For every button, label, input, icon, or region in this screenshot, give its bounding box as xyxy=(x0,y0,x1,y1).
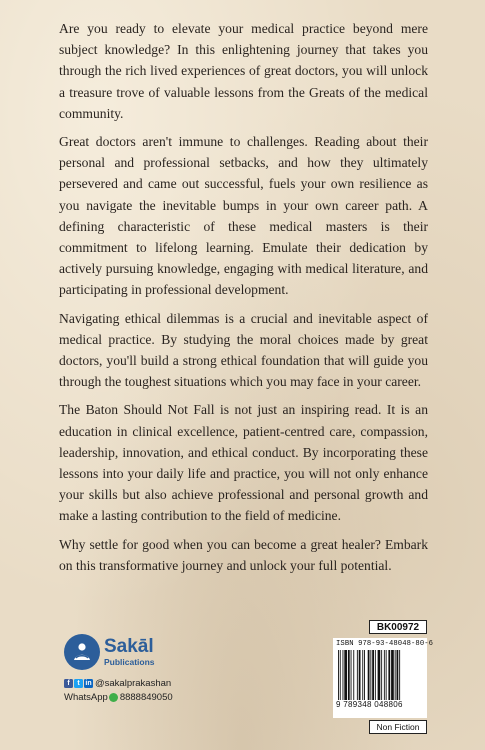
product-code: BK00972 xyxy=(369,620,427,634)
barcode-bar xyxy=(381,650,382,700)
social-row xyxy=(64,678,234,689)
barcode-bar xyxy=(357,650,358,700)
barcode-bar xyxy=(378,650,381,700)
barcode-bar xyxy=(388,650,390,700)
barcode-bar xyxy=(372,650,374,700)
barcode-bar xyxy=(359,650,361,700)
linkedin-icon: in xyxy=(85,680,92,687)
whatsapp-number: 8888849050 xyxy=(119,692,173,703)
barcode-bar xyxy=(353,650,354,700)
barcode-bar xyxy=(343,650,344,700)
publisher-logo xyxy=(64,634,234,670)
barcode-bar xyxy=(386,650,387,700)
barcode-bar xyxy=(351,650,352,700)
barcode-block xyxy=(333,620,434,734)
barcode-bar xyxy=(391,650,394,700)
publisher-subtitle: Publications xyxy=(104,656,155,667)
category-label: Non Fiction xyxy=(369,720,427,734)
barcode-bar xyxy=(368,650,370,700)
barcode-bar xyxy=(370,650,371,700)
barcode-bar xyxy=(397,650,399,700)
barcode-bar xyxy=(395,650,396,700)
barcode-bar xyxy=(344,650,347,700)
publisher-brand: Sakāl xyxy=(104,635,154,657)
barcode-bar xyxy=(340,650,341,700)
blurb-paragraph-2: Great doctors aren't immune to challenges. Reading about their personal and professional setbacks, and how they ultimately persevered and came out successful, fuels your own resilience as you navigate the inevitable bumps in your own career path. A defining characteristic of these medical masters is their commitment to lifelong learning. Emulate their dedication by actively pursuing knowledge, engaging with medical literature, and participating in professional development. xyxy=(59,134,428,298)
whatsapp-label: WhatsApp xyxy=(64,692,108,703)
barcode-box xyxy=(333,638,434,718)
barcode-bar xyxy=(348,650,350,700)
barcode-digits: 9 789348 048806 xyxy=(336,700,403,709)
barcode-bar xyxy=(375,650,376,700)
back-cover-blurb xyxy=(59,18,428,583)
twitter-icon: t xyxy=(74,679,83,688)
barcode-bars xyxy=(336,650,424,700)
barcode-bar xyxy=(364,650,365,700)
blurb-paragraph-3: Navigating ethical dilemmas is a crucial and inevitable aspect of medical practice. By studying the moral choices made by great doctors, you'll build a strong ethical foundation that will guide you through the toughest situations which you may face in your career. xyxy=(59,310,428,390)
social-handle: @sakalprakashan xyxy=(95,678,172,689)
barcode-bar xyxy=(338,650,339,700)
barcode-bar xyxy=(399,650,400,700)
blurb-paragraph-5: Why settle for good when you can become a great healer? Embark on this transformative journey and unlock your full potential. xyxy=(59,536,428,573)
facebook-icon: f xyxy=(64,679,73,688)
barcode-bar xyxy=(362,650,363,700)
blurb-paragraph-1: Are you ready to elevate your medical practice beyond mere subject knowledge? In this enlightening journey that takes you through the rich lived experiences of great doctors, you will unlock a treasure trove of valuable lessons from the Greats of the medical community. xyxy=(59,21,428,121)
publisher-emblem-icon xyxy=(64,634,100,670)
whatsapp-icon xyxy=(109,693,118,702)
blurb-paragraph-4: The Baton Should Not Fall is not just an inspiring read. It is an education in clinical excellence, patient-centred care, compassion, leadership, innovation, and ethical conduct. By incorporating these lessons into your daily life and practice, you will not only enhance your skills but also achieve professional and personal growth and make a lasting contribution to the field of medicine. xyxy=(59,402,428,524)
publisher-block xyxy=(64,634,234,703)
barcode-bar xyxy=(384,650,385,700)
isbn-text: ISBN 978-93-48048-80-6 xyxy=(336,640,434,648)
whatsapp-row xyxy=(64,692,234,703)
